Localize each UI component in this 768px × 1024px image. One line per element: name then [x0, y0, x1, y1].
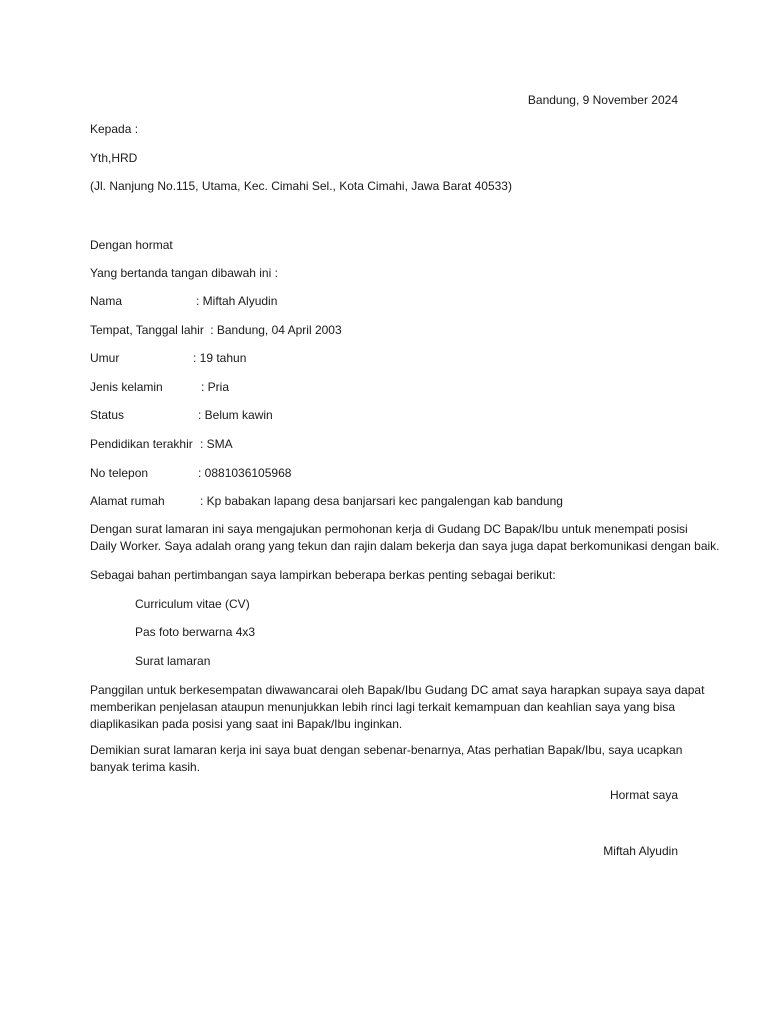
attachment-item: Surat lamaran [135, 654, 211, 668]
field-label: Tempat, Tanggal lahir [90, 323, 204, 337]
field-value: : Belum kawin [198, 408, 273, 422]
recipient: Yth,HRD [90, 151, 138, 165]
paragraph-line: Panggilan untuk berkesempatan diwawancarai oleh Bapak/Ibu Gudang DC amat saya harapkan supaya saya dapat [90, 683, 705, 697]
field-label: Status [90, 408, 125, 422]
field-value: : Bandung, 04 April 2003 [210, 323, 342, 337]
field-value: : Miftah Alyudin [196, 294, 278, 308]
paragraph-line: diaplikasikan pada posisi yang saat ini Bapak/Ibu inginkan. [90, 717, 403, 731]
paragraph-line: Dengan surat lamaran ini saya mengajukan permohonan kerja di Gudang DC Bapak/Ibu untuk menempati posisi [90, 522, 688, 536]
field-label: Umur [90, 351, 120, 365]
field-row [90, 465, 292, 481]
letter-date: Bandung, 9 November 2024 [527, 93, 678, 107]
field-value: : Pria [201, 380, 230, 394]
paragraph-line: banyak terima kasih. [90, 760, 201, 774]
paragraph-line: memberikan penjelasan ataupun menunjukkan lebih rinci lagi terkait kemampuan dan keahlian saya yang bisa [90, 700, 676, 714]
signature-name: Miftah Alyudin [603, 844, 678, 858]
field-row [90, 350, 247, 366]
intro-line: Yang bertanda tangan dibawah ini : [90, 266, 278, 280]
greeting: Dengan hormat [90, 238, 173, 252]
field-row [90, 407, 273, 423]
field-value: : 19 tahun [193, 351, 247, 365]
field-row [90, 379, 230, 395]
attachment-item: Curriculum vitae (CV) [135, 597, 250, 611]
to-label: Kepada : [90, 122, 139, 136]
field-label: Jenis kelamin [90, 380, 163, 394]
field-label: Alamat rumah [90, 494, 165, 508]
field-value: : SMA [200, 437, 233, 451]
field-label: No telepon [90, 466, 149, 480]
field-row [90, 322, 342, 338]
attachments-intro: Sebagai bahan pertimbangan saya lampirkan beberapa berkas penting sebagai berikut: [90, 568, 556, 582]
field-label: Nama [90, 294, 123, 308]
closing: Hormat saya [609, 788, 678, 802]
field-label: Pendidikan terakhir [90, 437, 193, 451]
field-value: : 0881036105968 [198, 466, 292, 480]
paragraph-line: Demikian surat lamaran kerja ini saya buat dengan sebenar-benarnya, Atas perhatian Bapak/Ibu, saya ucapkan [90, 743, 683, 757]
field-row [90, 493, 563, 509]
field-value: : Kp babakan lapang desa banjarsari kec pangalengan kab bandung [200, 494, 563, 508]
recipient-address: (Jl. Nanjung No.115, Utama, Kec. Cimahi Sel., Kota Cimahi, Jawa Barat 40533) [90, 179, 512, 193]
field-row [90, 436, 233, 452]
paragraph-line: Daily Worker. Saya adalah orang yang tekun dan rajin dalam bekerja dan saya juga dapat berkomunikasi dengan baik. [90, 539, 720, 553]
field-row [90, 293, 278, 309]
attachment-item: Pas foto berwarna 4x3 [135, 625, 256, 639]
